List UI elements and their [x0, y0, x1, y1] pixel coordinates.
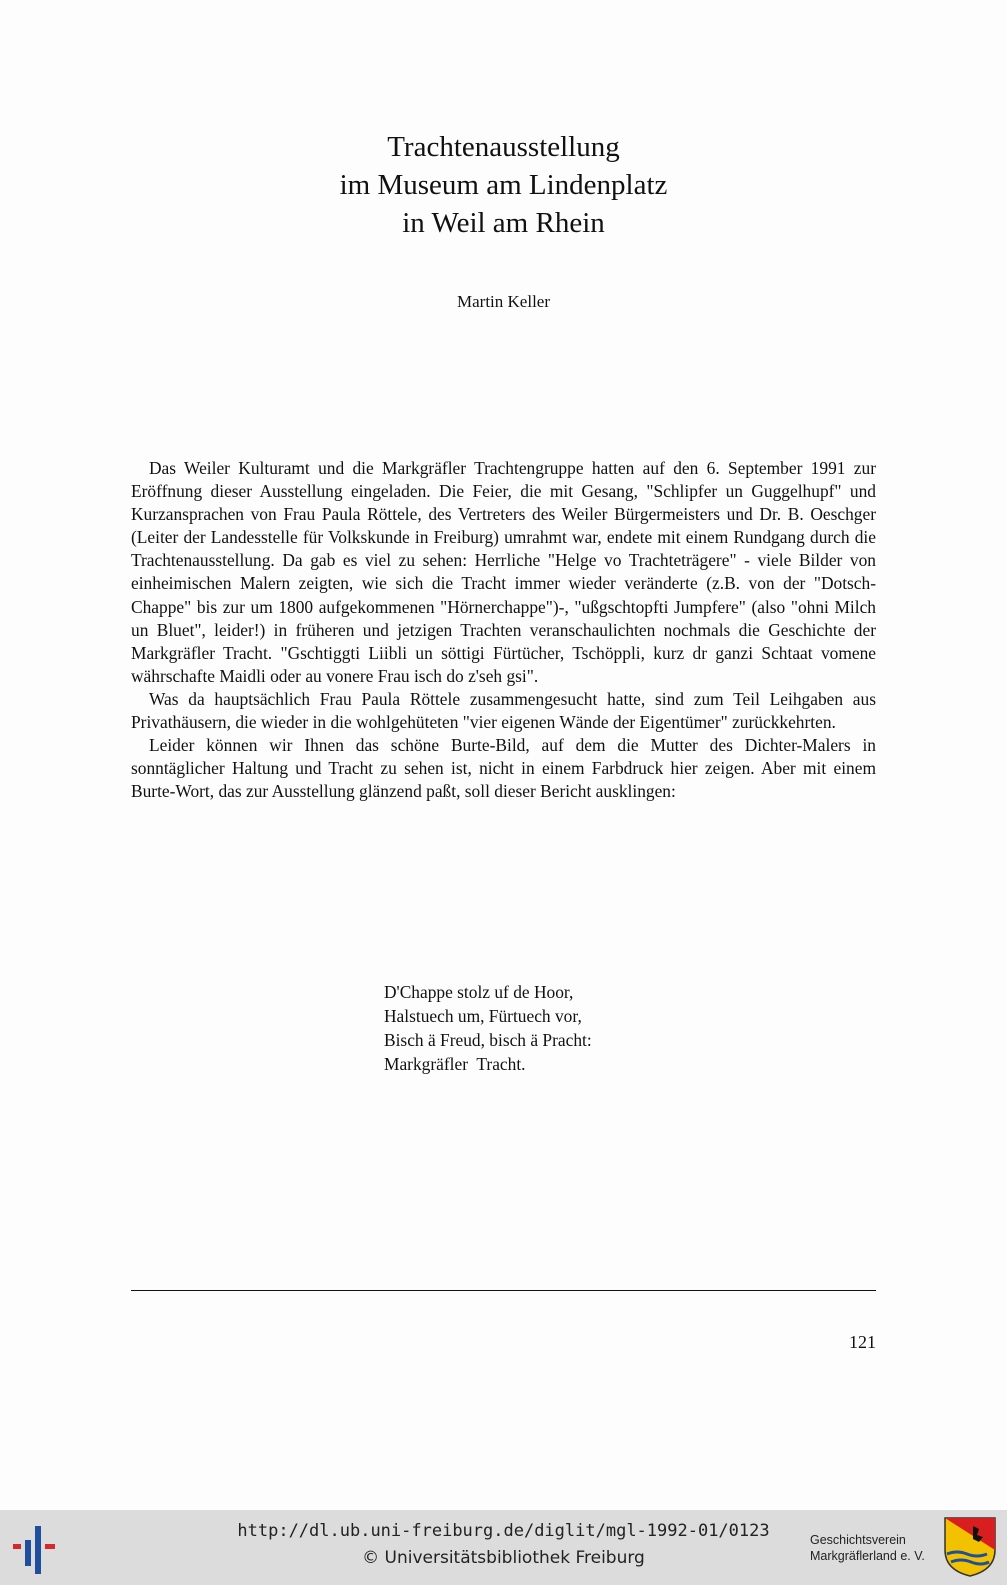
poem-line: Bisch ä Freud, bisch ä Pracht:: [384, 1030, 592, 1050]
page-number: 121: [849, 1332, 876, 1352]
copyright-notice: © Universitätsbibliothek Freiburg: [362, 1548, 645, 1568]
author-name: Martin Keller: [457, 292, 550, 311]
poem-line: Halstuech um, Fürtuech vor,: [384, 1006, 582, 1026]
society-name[interactable]: [810, 1532, 925, 1564]
coat-of-arms-icon[interactable]: [943, 1516, 997, 1578]
article-title: [0, 128, 1007, 242]
paragraph: Das Weiler Kulturamt und die Markgräfler Trachtengruppe hatten auf den 6. September 1991 zur Eröffnung dieser Ausstellung eingeladen. Die Feier, die mit Gesang, "Schlipfer un Guggelhupf" und Kurzansprachen von Frau Paula Röttele, des Vertreters des Weiler Bürgermeisters und Dr. B. Oeschger (Leiter der Landesstelle für Volkskunde in Freiburg) umrahmt war, endete mit einem Rundgang durch die Trachtenausstellung. Da gab es viel zu sehen: Herrliche "Helge vo Trachteträgere" - viele Bilder von einheimischen Malern zeigten, wie sich die Tracht immer wieder veränderte (z.B. von der "Dotsch-Chappe" bis zur um 1800 aufgekommenen "Hörnerchappe")-, "ußgschtopfti Jumpfere" (also "ohni Milch un Bluet", leider!) in früheren und jetzigen Trachten veranschaulichten nochmals die Geschichte der Markgräfler Tracht. "Gschtiggti Liibli un söttigi Fürtücher, Tschöppli, kurz dr ganzi Schtaat vomene währschafte Maidli oder au vonere Frau isch do z'seh gsi".: [131, 458, 876, 686]
poem-line: D'Chappe stolz uf de Hoor,: [384, 982, 574, 1002]
footer-rule: [131, 1290, 876, 1291]
footer-citation: [200, 1518, 807, 1572]
library-logo-icon[interactable]: [11, 1520, 63, 1576]
paragraph: Was da hauptsächlich Frau Paula Röttele zusammengesucht hatte, sind zum Teil Leihgaben aus Privathäusern, die wieder in die wohlgehüteten "vier eigenen Wände der Eigentümer" zurückkehrten.: [131, 688, 876, 733]
society-line-1: Geschichtsverein: [810, 1533, 906, 1547]
title-line-3: in Weil am Rhein: [402, 207, 605, 239]
article-body: [131, 457, 876, 803]
poem: [384, 980, 592, 1076]
title-line-2: im Museum am Lindenplatz: [339, 169, 668, 201]
society-line-2: Markgräflerland e. V.: [810, 1549, 925, 1563]
paragraph: Leider können wir Ihnen das schöne Burte-Bild, auf dem die Mutter des Dichter-Malers in sonntäglicher Haltung und Tracht zu sehen ist, nicht in einem Farbdruck hier zeigen. Aber mit einem Burte-Wort, das zur Ausstellung glänzend paßt, soll dieser Bericht ausklingen:: [131, 735, 876, 802]
title-line-1: Trachtenausstellung: [387, 131, 620, 163]
viewer-footer: [0, 1510, 1007, 1585]
permalink[interactable]: http://dl.ub.uni-freiburg.de/diglit/mgl-1992-01/0123: [237, 1521, 770, 1541]
poem-line: Markgräfler Tracht.: [384, 1054, 526, 1074]
